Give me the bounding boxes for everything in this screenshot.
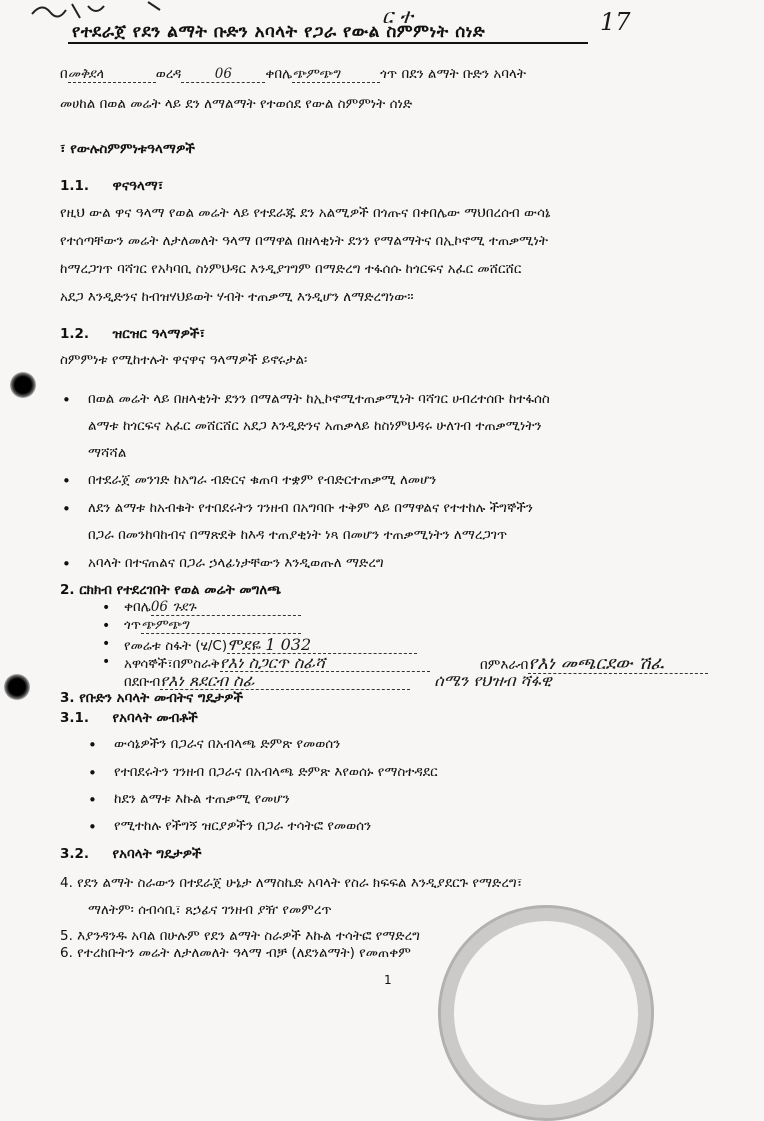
list-item: • ከደን ልማቱ እኩል ተጠቃሚ የመሆን xyxy=(114,793,290,807)
list-item: • ለደን ልማቱ ከአብቁት የተበደሩትን ገንዘብ በአግባቡ ተቅም ላይ በማዋልና የተተከሉ ችግኞችን xyxy=(88,502,533,516)
field-kebele: • ቀበሌ06 ጉደጉ xyxy=(124,601,301,616)
official-stamp xyxy=(438,905,654,1121)
field-area: • የመሬቱ ስፋት (ሄ/C)ሞደዬ 1 032 xyxy=(124,637,417,654)
list-item: • በተደራጀ መንገድ ከአግራ ብድርና ቁጠባ ተቋም የብድርተጠቃሚ ለመሆን xyxy=(88,474,436,488)
list-item-cont: በጋራ በመንከባከብና በማጽደቅ ከእዳ ተጠያቂነት ነጻ በመሆን ተጠቃሚነትን ለማረጋገጥ xyxy=(88,527,508,543)
page-number: 1 xyxy=(384,973,392,987)
field-got: • ጎጥጭምጭግ xyxy=(124,619,301,634)
section-1-2-heading: 1.2. ዝርዝር ዓላማዎች፣ xyxy=(60,326,205,342)
woreda-value: 06 xyxy=(181,68,265,83)
region-value: መቅደላ xyxy=(68,68,156,83)
list-item: • አባላት በተናጠልና በጋራ ኃላፊነታቸውን እንዲወጡለ ማድረግ xyxy=(88,557,384,571)
list-item: • የሚተከሉ የችግኝ ዝርያዎችን በጋራ ተሳትፎ የመወሰን xyxy=(114,820,371,834)
paragraph-line: አደጋ እንዲድንና ከብዝሃህይወት ሃብት ተጠቃሚ እንዲሆን ለማድረግነው፡፡ xyxy=(60,289,414,305)
punch-hole xyxy=(10,372,36,398)
section-2-heading: 2. ርክክብ የተደረገበት የወል መሬት መግለጫ xyxy=(60,582,282,598)
list-item: • ውሳኔዎችን በጋራና በአብላጫ ድምጽ የመወሰን xyxy=(114,738,340,752)
objectives-intro: ስምምነቱ የሚከተሉት ዋናዋና ዓላማዎች ይኖሩታል፡ xyxy=(60,352,308,368)
handwritten-page-count: 17 xyxy=(600,8,631,36)
section-3-2-heading: 3.2. የአባላት ግዴታዎች xyxy=(60,846,202,862)
numbered-item-6: 6. የተረከቡትን መሬት ለታለመለት ዓላማ ብቻ (ለደንልማት) የመጠቀም xyxy=(60,945,411,961)
handwritten-mark-top: ር ተ xyxy=(382,4,413,28)
numbered-item-5: 5. እያንዳንዱ አባል በሁሉም የደን ልማት ስራዎች እኩል ተሳትፎ የማድረግ xyxy=(60,928,421,944)
intro-line-1: በመቅደላ ወረዳ 06 ቀበሌጭምጭግ ጎጥ በደን ልማት ቡድን አባላት xyxy=(60,66,526,82)
section-1-1-heading: 1.1. ዋናዓላማ፣ xyxy=(60,178,164,194)
list-item-cont: ማሻሻል xyxy=(88,445,127,461)
document-title: የተደራጀ የደን ልማት ቡድን አባላት የጋራ የውል ስምምነት ሰነድ xyxy=(72,22,486,42)
field-west: በምእራብየእነ መጫርደው ሽፈ xyxy=(480,655,708,674)
field-boundaries-east-west: • አዋሳኞች፣በምስራቅየእነ ስጋርጥ ስፊሻ xyxy=(124,655,430,672)
field-north-south: በደቡብየእነ ጸደርብ ስፊ ሰሜን የህዝብ ሻፋዊ xyxy=(124,671,552,690)
paragraph-line: የዚህ ውል ዋና ዓላማ የወል መሬት ላይ የተደራጁ ደን አልሚዎች በጎጡና በቀበሌው ማህበረሰብ ውሳኔ xyxy=(60,205,551,221)
paragraph-line: ከማረጋገጥ ባሻገር የአካባቢ ስነምህዳር እንዲያገግም በማድረግ ተፋሰሱ ከጎርፍና አፈር መሸርሸር xyxy=(60,261,522,277)
intro-line-2: መሀከል በወል መሬት ላይ ደን ለማልማት የተወሰደ የውል ስምምነት ሰነድ xyxy=(60,96,413,112)
numbered-item-4-cont: ማለትም፡ ሰብሳቢ፣ ጸኃፊና ገንዘብ ያዥ የመምረጥ xyxy=(88,902,332,918)
list-item: • የተበደሩትን ገንዘብ በጋራና በአብላጫ ድምጽ እየወሰኑ የማስተዳደር xyxy=(114,766,438,780)
punch-hole xyxy=(4,674,30,700)
list-item-cont: ልማቱ ከጎርፍና አፈር መሸርሸር አደጋ እንዲድንና አጠቃላይ ከስነምህዳሩ ሁለገብ ተጠቃሚነትን xyxy=(88,418,542,434)
list-item: • በወል መሬት ላይ በዘላቂነት ደንን በማልማት ከኢኮኖሚተጠቃሚነት ባሻገር ሀብረተሰቡ ከተፋሰስ xyxy=(88,393,550,407)
kebele-value: ጭምጭግ xyxy=(292,68,380,83)
numbered-item-4: 4. የደን ልማት ስራውን በተደራጀ ሁኔታ ለማስኬድ አባላት የስራ ክፍፍል እንዲያደርጉ የማድረግ፣ xyxy=(60,875,523,891)
section-3-1-heading: 3.1. የአባላት መብቶች xyxy=(60,710,198,726)
section-3-heading: 3. የቡድን አባላት መብትና ግዴታዎች xyxy=(60,690,244,706)
title-underline xyxy=(68,42,588,44)
section-1-heading: ፣ የውሉስምምነቱዓላማዎች xyxy=(60,141,195,157)
paragraph-line: የተሰጣቸውን መሬት ለታለመለት ዓላማ በማዋል በዘላቂነት ደንን የማልማትና በኢኮኖሚ ተጠቃሚነት xyxy=(60,233,549,249)
